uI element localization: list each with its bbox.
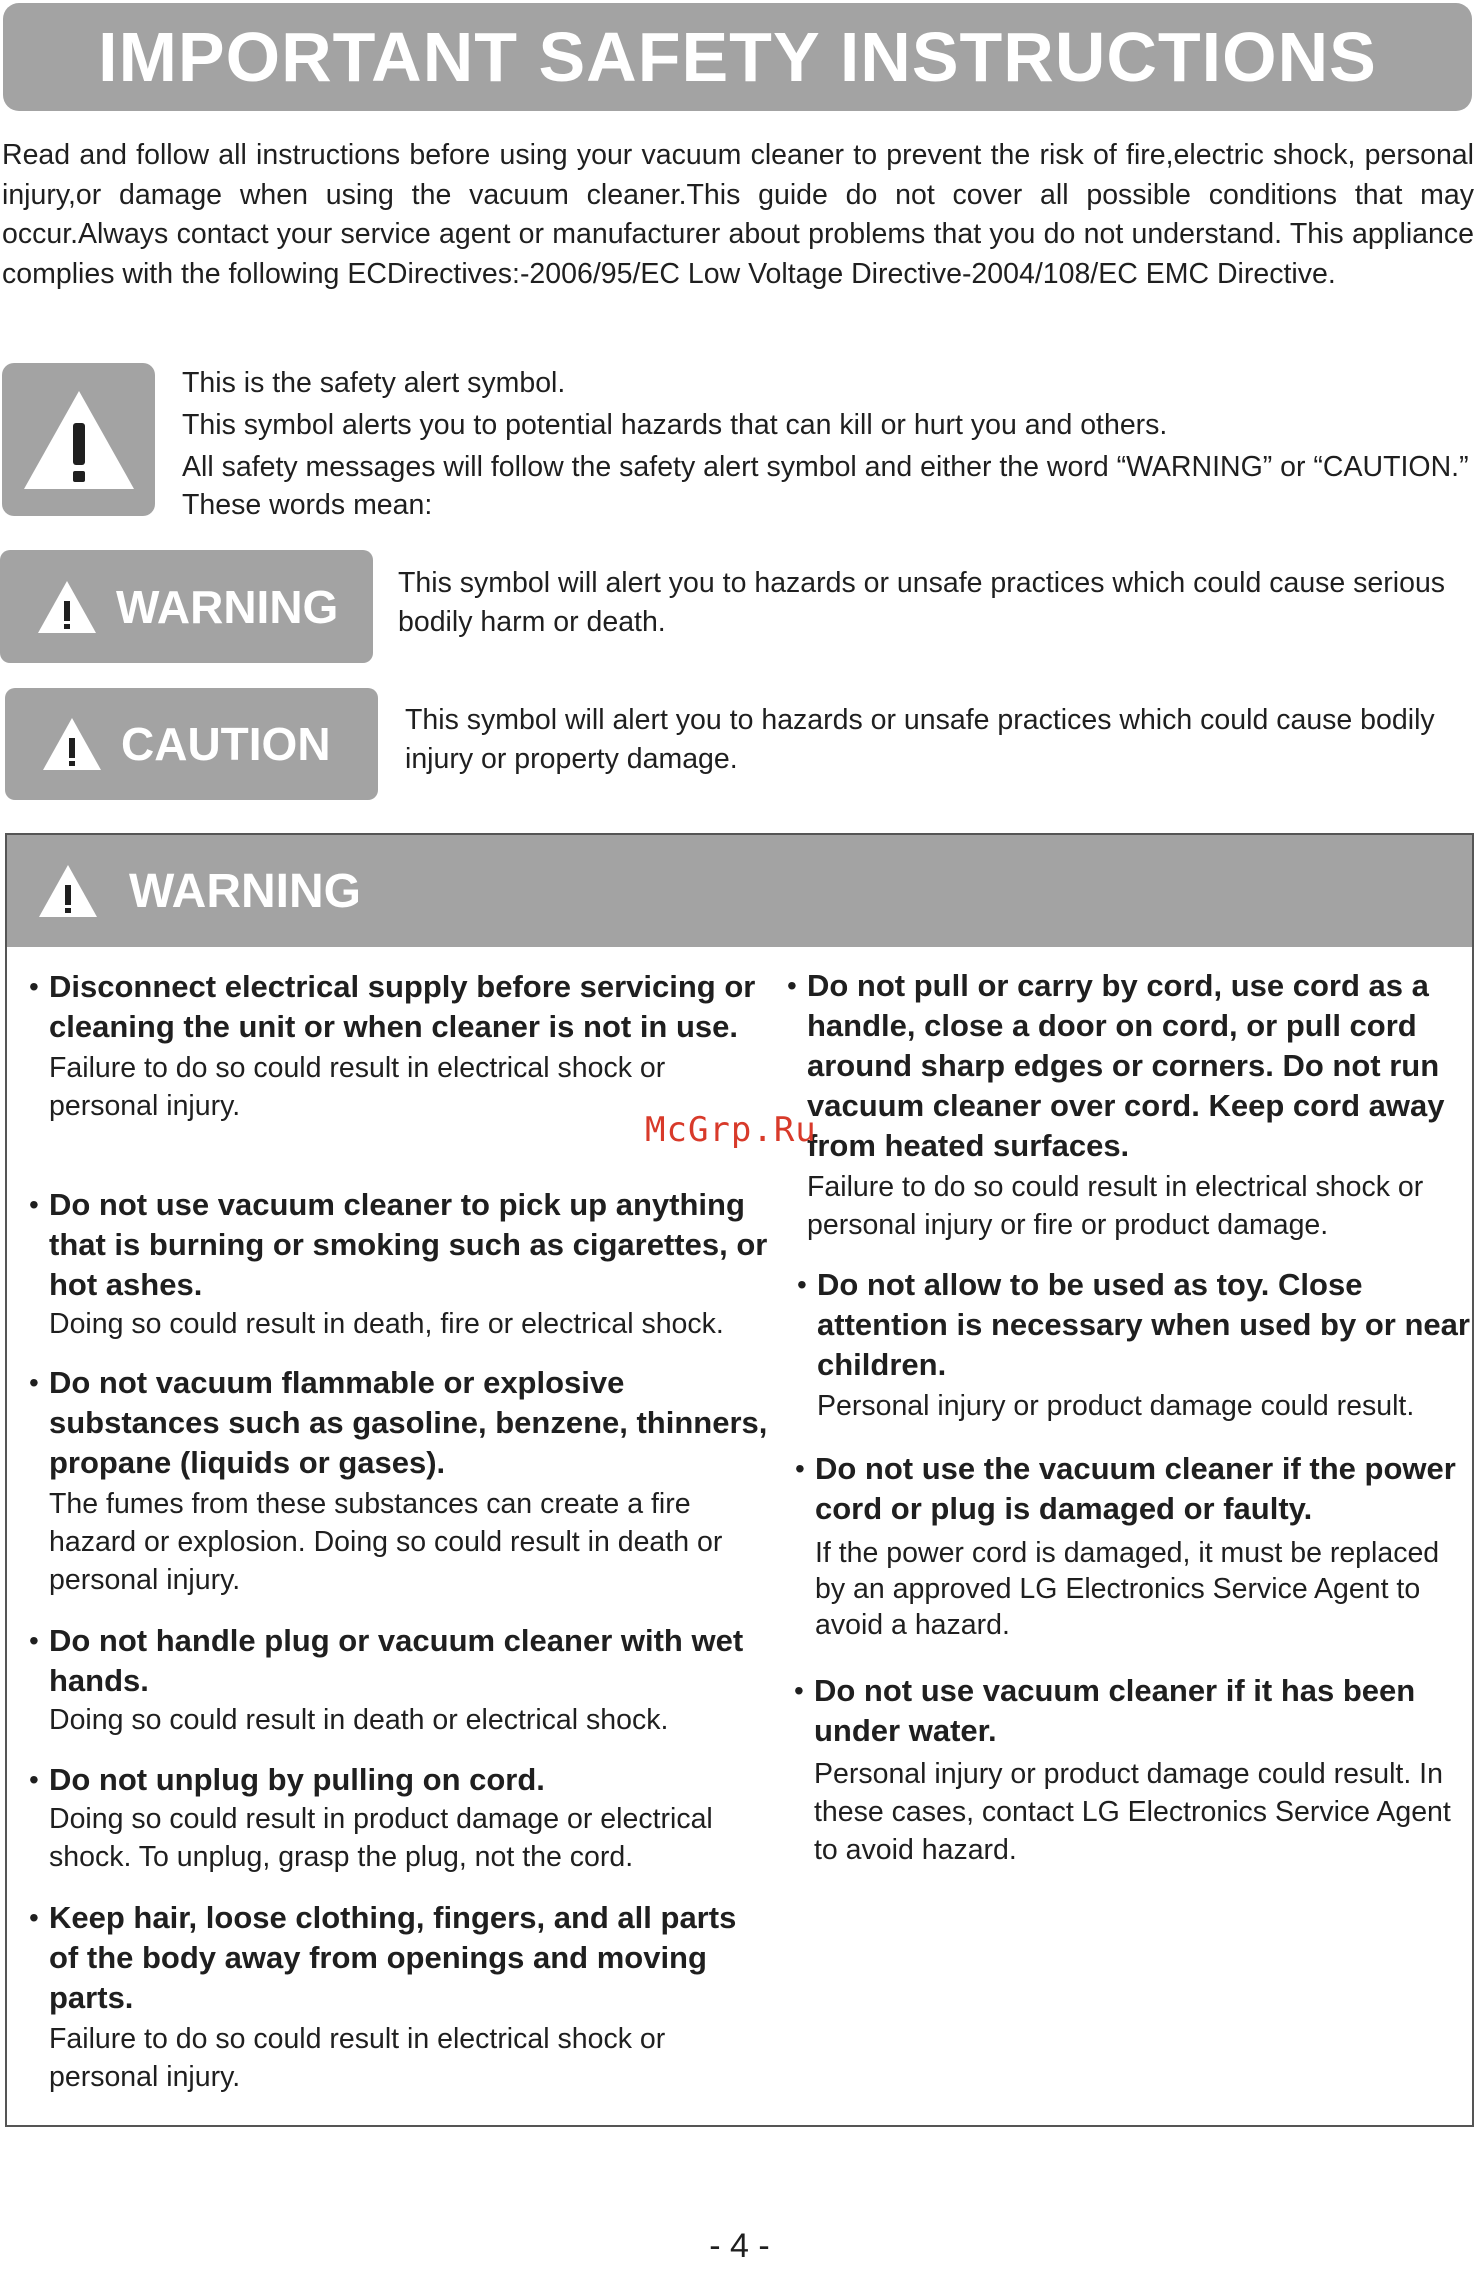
warning-triangle-icon bbox=[36, 579, 98, 635]
bullet: • bbox=[787, 970, 797, 1001]
warning-badge-label: WARNING bbox=[116, 580, 339, 633]
caution-badge-label: CAUTION bbox=[121, 718, 331, 770]
page-title: IMPORTANT SAFETY INSTRUCTIONS bbox=[98, 18, 1377, 96]
item-detail: Personal injury or product damage could result. bbox=[817, 1390, 1415, 1422]
warning-triangle-icon bbox=[37, 863, 99, 919]
symbol-line-1: This is the safety alert symbol. bbox=[182, 367, 566, 399]
bullet: • bbox=[29, 1764, 39, 1795]
intro-paragraph: Read and follow all instructions before using your vacuum cleaner to prevent the risk of fire,electric shock, personal injury,or damage when using the vacuum cleaner.This guide do not cover all possible conditions that may occur.Always contact your service agent or manufacturer about problems that you do not understand. This appliance complies with the following ECDirectives:-2006/95/EC Low Voltage Directive-2004/108/EC EMC Directive. bbox=[2, 139, 1474, 290]
item-heading: Keep hair, loose clothing, fingers, and all parts of the body away from openings and moving parts. bbox=[49, 1900, 737, 2015]
symbol-explanation bbox=[182, 362, 1472, 524]
bullet: • bbox=[29, 1367, 39, 1398]
bullet: • bbox=[795, 1453, 805, 1484]
caution-description: This symbol will alert you to hazards or unsafe practices which could cause bodily injury or property damage. bbox=[405, 704, 1435, 775]
item-detail: Failure to do so could result in electrical shock or personal injury. bbox=[49, 1052, 666, 1122]
warning-triangle-icon bbox=[21, 387, 137, 493]
item-detail: Failure to do so could result in electrical shock or personal injury or fire or product damage. bbox=[807, 1171, 1424, 1241]
item-heading: Do not handle plug or vacuum cleaner with wet hands. bbox=[49, 1623, 744, 1698]
warning-badge bbox=[0, 550, 373, 663]
bullet: • bbox=[29, 1902, 39, 1933]
warning-panel-header bbox=[7, 835, 1472, 947]
bullet: • bbox=[29, 1189, 39, 1220]
item-heading: Do not allow to be used as toy. Close attention is necessary when used by or near children. bbox=[817, 1267, 1470, 1382]
item-detail: Personal injury or product damage could result. In these cases, contact LG Electronics Service Agent to avoid hazard. bbox=[814, 1758, 1451, 1866]
item-detail: Failure to do so could result in electrical shock or personal injury. bbox=[49, 2023, 666, 2093]
list-item bbox=[29, 1185, 774, 1343]
safety-alert-symbol bbox=[2, 363, 155, 516]
warning-panel bbox=[5, 833, 1474, 2127]
item-heading: Do not use vacuum cleaner if it has been under water. bbox=[814, 1673, 1416, 1748]
item-heading: Do not unplug by pulling on cord. bbox=[49, 1762, 545, 1797]
item-detail: The fumes from these substances can create a fire hazard or explosion. Doing so could result in death or personal injury. bbox=[49, 1488, 723, 1596]
bullet: • bbox=[794, 1675, 804, 1706]
symbol-line-3: All safety messages will follow the safety alert symbol and either the word “WARNING” or “CAUTION.” These words mean: bbox=[182, 451, 1469, 521]
warning-triangle-icon bbox=[41, 716, 103, 772]
list-item bbox=[29, 1363, 774, 1599]
item-heading: Do not use the vacuum cleaner if the power cord or plug is damaged or faulty. bbox=[815, 1451, 1456, 1526]
bullet: • bbox=[29, 971, 39, 1002]
list-item bbox=[794, 1671, 1477, 1869]
item-heading: Do not pull or carry by cord, use cord as a handle, close a door on cord, or pull cord around sharp edges or corners. Do not run vacuum cleaner over cord. Keep cord away from heated surfaces. bbox=[807, 968, 1445, 1163]
bullet: • bbox=[797, 1269, 807, 1300]
list-item bbox=[29, 1621, 774, 1739]
symbol-line-2: This symbol alerts you to potential hazards that can kill or hurt you and others. bbox=[182, 409, 1168, 441]
caution-badge bbox=[5, 688, 378, 800]
item-heading: Do not vacuum flammable or explosive substances such as gasoline, benzene, thinners, propane (liquids or gases). bbox=[49, 1365, 768, 1480]
warning-description: This symbol will alert you to hazards or unsafe practices which could cause serious bodily harm or death. bbox=[398, 567, 1446, 638]
item-detail: If the power cord is damaged, it must be replaced by an approved LG Electronics Service Agent to avoid a hazard. bbox=[815, 1537, 1440, 1641]
page-number: - 4 - bbox=[709, 2227, 770, 2265]
list-item bbox=[29, 967, 774, 1125]
watermark: McGrp.Ru bbox=[645, 1110, 817, 1150]
list-item bbox=[29, 1898, 774, 2096]
item-heading: Do not use vacuum cleaner to pick up anything that is burning or smoking such as cigarettes, or hot ashes. bbox=[49, 1187, 768, 1302]
bullet: • bbox=[29, 1625, 39, 1656]
list-item bbox=[797, 1265, 1477, 1425]
item-heading: Disconnect electrical supply before servicing or cleaning the unit or when cleaner is not in use. bbox=[49, 969, 756, 1044]
item-detail: Doing so could result in death, fire or electrical shock. bbox=[49, 1308, 724, 1340]
title-banner bbox=[3, 3, 1472, 111]
list-item bbox=[29, 1760, 774, 1876]
item-detail: Doing so could result in death or electrical shock. bbox=[49, 1704, 669, 1736]
list-item bbox=[795, 1449, 1477, 1643]
list-item bbox=[787, 966, 1477, 1244]
warning-panel-heading: WARNING bbox=[129, 864, 361, 918]
item-detail: Doing so could result in product damage or electrical shock. To unplug, grasp the plug, not the cord. bbox=[49, 1803, 713, 1873]
